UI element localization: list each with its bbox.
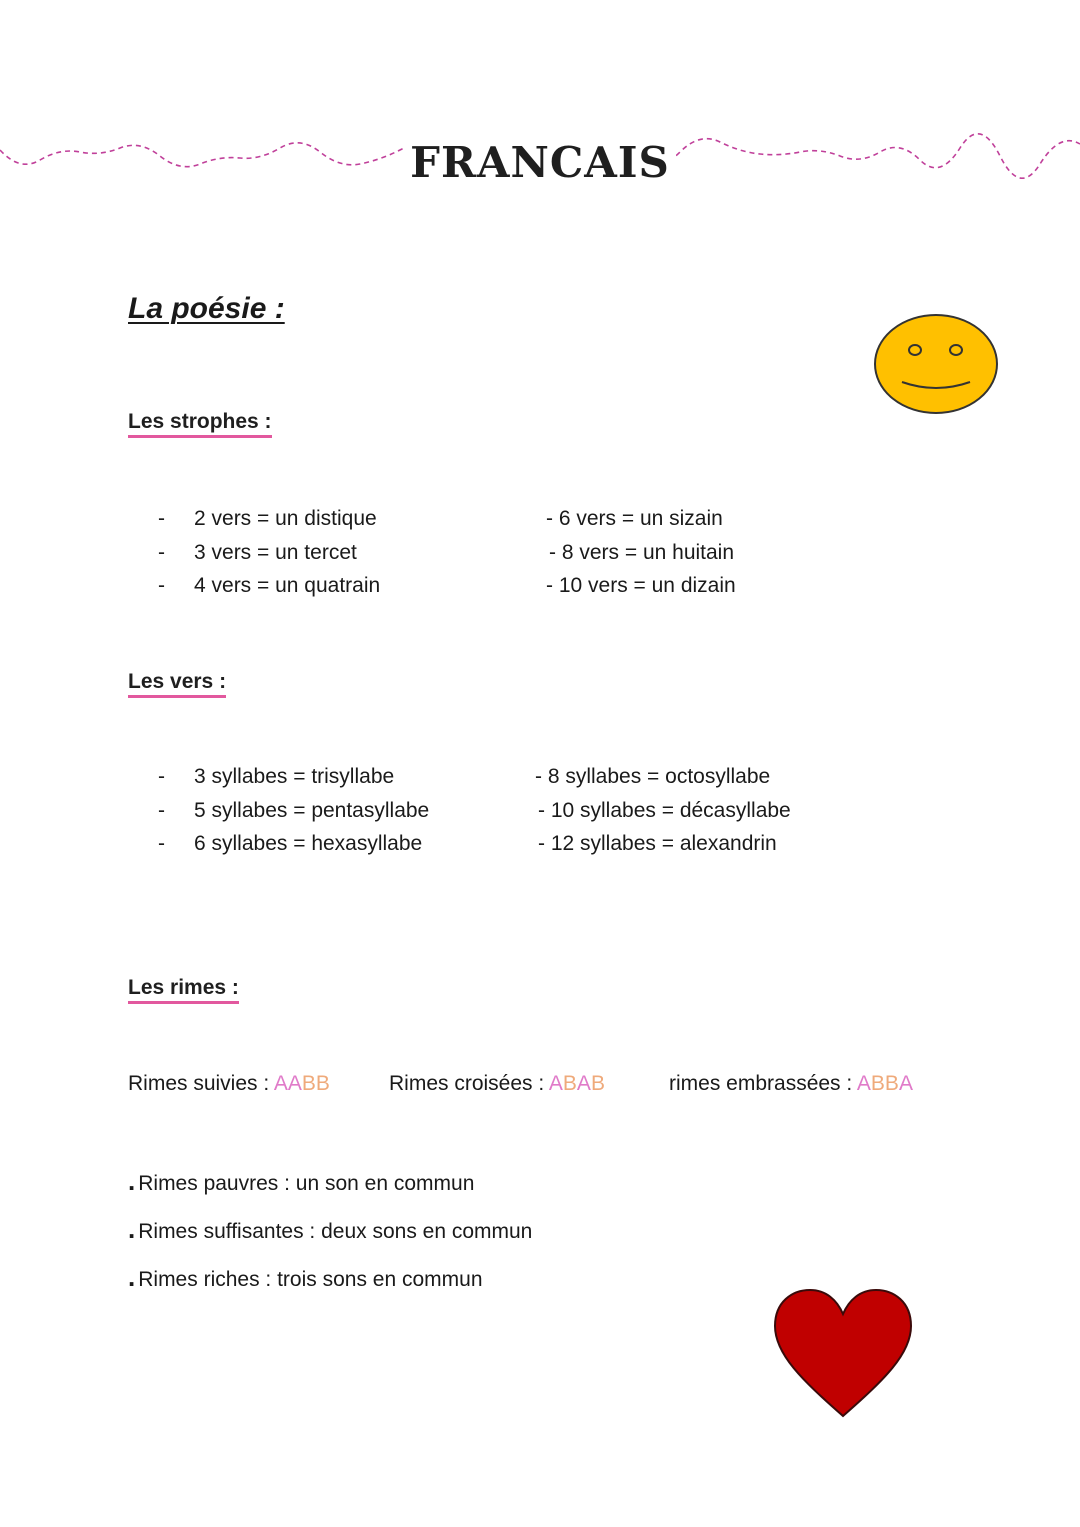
rime-type-suffisantes: . Rimes suffisantes : deux sons en commun: [128, 1214, 533, 1244]
list-item: - 5 syllabes = pentasyllabe: [128, 794, 429, 828]
list-item: - 6 vers = un sizain: [546, 507, 723, 530]
list-item: - 2 vers = un distique: [128, 502, 380, 536]
rime-type-riches: . Rimes riches : trois sons en commun: [128, 1262, 483, 1292]
page-title: FRANCAIS: [0, 138, 1080, 187]
list-item: - 3 vers = un tercet: [128, 536, 380, 570]
section-heading-poesie: La poésie :: [128, 292, 285, 325]
heart-icon: [772, 1288, 914, 1420]
list-item: - 8 vers = un huitain: [549, 540, 735, 564]
strophes-list-right: [546, 502, 736, 603]
vers-list-right: [535, 760, 791, 861]
list-item: - 3 syllabes = trisyllabe: [128, 760, 429, 794]
rimes-croisees: Rimes croisées : ABAB: [389, 1072, 605, 1095]
strophes-list-left: [128, 502, 380, 603]
strophes-heading: Les strophes :: [128, 410, 272, 438]
list-item: - 6 syllabes = hexasyllabe: [128, 827, 429, 861]
rimes-suivies: Rimes suivies : AABB: [128, 1072, 330, 1095]
rimes-embrassees: rimes embrassées : ABBA: [669, 1072, 913, 1095]
list-item: - 4 vers = un quatrain: [128, 569, 380, 603]
list-item: - 10 vers = un dizain: [546, 574, 736, 597]
vers-heading: Les vers :: [128, 670, 226, 698]
rime-type-pauvres: . Rimes pauvres : un son en commun: [128, 1166, 475, 1196]
smiley-icon: [872, 312, 1000, 416]
vers-list-left: [128, 760, 429, 861]
list-item: - 8 syllabes = octosyllabe: [535, 765, 771, 788]
rimes-heading: Les rimes :: [128, 976, 239, 1004]
list-item: - 10 syllabes = décasyllabe: [538, 798, 791, 822]
list-item: - 12 syllabes = alexandrin: [538, 832, 777, 855]
